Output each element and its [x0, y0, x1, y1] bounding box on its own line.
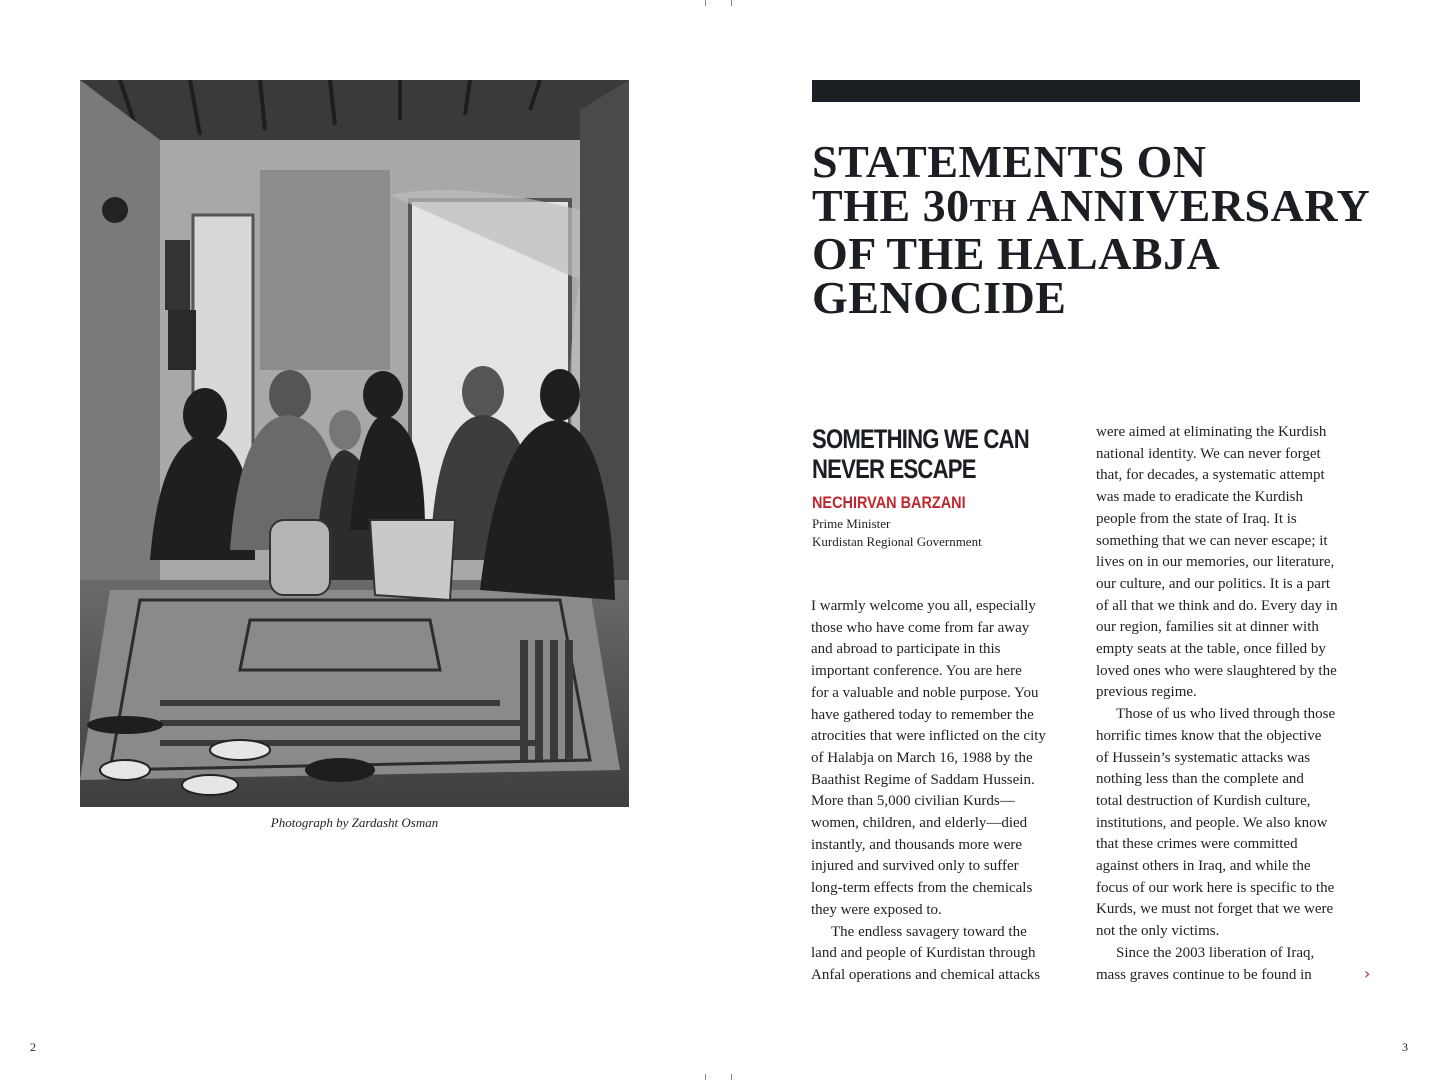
title-bar: [812, 80, 1360, 102]
author-role: Prime Minister Kurdistan Regional Government: [812, 516, 982, 549]
chevron-right-icon[interactable]: ›: [1364, 964, 1371, 983]
family-photograph: [80, 80, 629, 807]
photo-caption: Photograph by Zardasht Osman: [270, 815, 439, 830]
crop-mark: [705, 1074, 715, 1080]
title-line: OF THE HALABJA: [812, 228, 1221, 279]
article-heading: SOMETHING WE CAN NEVER ESCAPE: [812, 424, 1029, 484]
article-column-1: I warmly welcome you all, especially those who have come from far away and abroad to participate in this important conference. You are here for a valuable and noble purpose. You have gathered today to remember the atrocities that were inflicted on the city of Halabja on March 16, 1988 by the Baathist Regime of Saddam Hussein. More than 5,000 civilian Kurds— women, children, and elderly—died instantly, and thousands more were injured and survived only to suffer long-term effects from the chemicals they were exposed to. The endless savagery toward the land and people of Kurdistan through Anfal operations and chemical attacks: [811, 598, 1046, 983]
crop-mark: [705, 0, 715, 6]
author-name: NECHIRVAN BARZANI: [812, 493, 966, 512]
article-column-2: were aimed at eliminating the Kurdish national identity. We can never forget that, for decades, a systematic attempt was made to eradicate the Kurdish people from the state of Iraq. It is something that we can never escape; it lives on in our memories, our literature, our culture, and our politics. It is a part of all that we think and do. Every day in our region, families sit at dinner with empty seats at the table, once filled by loved ones who were slaughtered by the previous regime. Those of us who lived through those horrific times know that the objective of Hussein’s systematic attacks was nothing less than the complete and total destruction of Kurdish culture, institutions, and people. We also know that these crimes were committed against others in Iraq, and while the focus of our work here is specific to the Kurds, we must not forget that we were not the only victims. Since the 2003 liberation of Iraq, mass graves continue to be found in: [1096, 424, 1338, 983]
crop-mark: [731, 0, 741, 6]
page-number-left: 2: [30, 1040, 36, 1054]
photo-illustration: [80, 80, 629, 807]
page-number-right: 3: [1402, 1040, 1408, 1054]
title-line: STATEMENTS ON: [812, 136, 1207, 187]
title-line: GENOCIDE: [812, 272, 1067, 323]
page-title: [812, 136, 1412, 323]
title-line: THE 30TH ANNIVERSARY: [812, 180, 1371, 231]
crop-mark: [731, 1074, 741, 1080]
